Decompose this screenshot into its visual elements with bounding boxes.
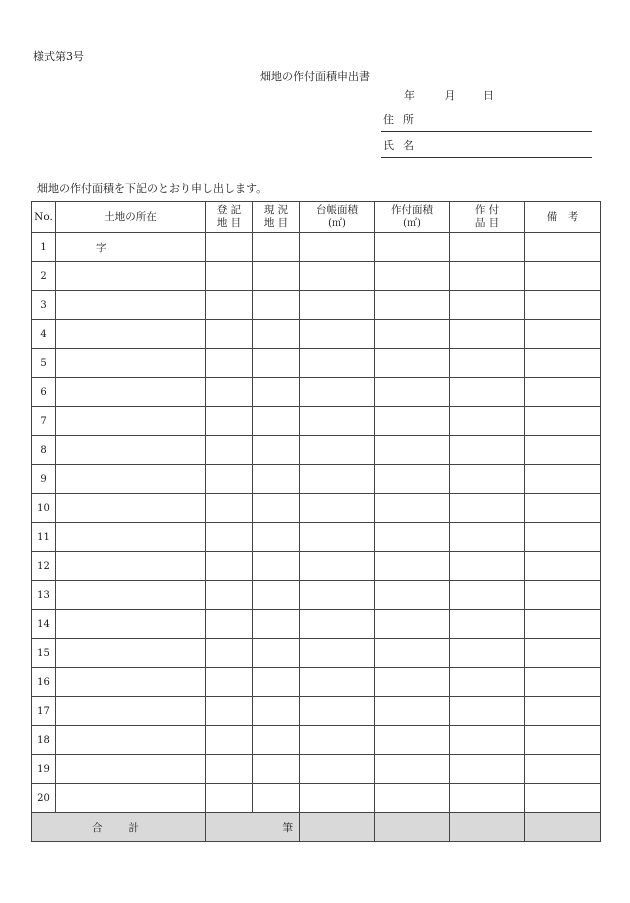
- row-number: 7: [32, 407, 56, 436]
- planted-area-cell[interactable]: [375, 668, 450, 697]
- ledger-area-cell[interactable]: [300, 610, 375, 639]
- total-planted-area-cell[interactable]: [375, 813, 450, 842]
- crop-cell[interactable]: [450, 262, 525, 291]
- name-label: 氏名: [383, 139, 423, 152]
- ledger-area-cell[interactable]: [300, 523, 375, 552]
- ledger-area-cell[interactable]: [300, 755, 375, 784]
- ledger-area-cell[interactable]: [300, 436, 375, 465]
- location-cell[interactable]: [56, 784, 206, 813]
- remarks-cell[interactable]: [525, 668, 601, 697]
- table-row: [32, 436, 601, 465]
- registered-cell[interactable]: [206, 320, 253, 349]
- registered-cell[interactable]: [206, 523, 253, 552]
- crop-cell[interactable]: [450, 407, 525, 436]
- crop-cell[interactable]: [450, 755, 525, 784]
- crop-cell[interactable]: [450, 523, 525, 552]
- table-row: [32, 784, 601, 813]
- row-number: 8: [32, 436, 56, 465]
- planted-area-cell[interactable]: [375, 755, 450, 784]
- planted-area-cell[interactable]: [375, 552, 450, 581]
- current-cell[interactable]: [253, 610, 300, 639]
- table-row: [32, 523, 601, 552]
- location-cell[interactable]: 字: [56, 233, 206, 262]
- address-line[interactable]: [381, 131, 592, 132]
- planted-area-cell[interactable]: [375, 291, 450, 320]
- table-row: [32, 291, 601, 320]
- registered-cell[interactable]: [206, 697, 253, 726]
- registered-cell[interactable]: [206, 291, 253, 320]
- current-cell[interactable]: [253, 755, 300, 784]
- table-row: [32, 407, 601, 436]
- table-row: [32, 552, 601, 581]
- date-month-label: 月: [444, 89, 456, 102]
- row-number: 19: [32, 755, 56, 784]
- location-cell[interactable]: [56, 581, 206, 610]
- header-crop: [450, 202, 525, 233]
- ledger-area-cell[interactable]: [300, 552, 375, 581]
- remarks-cell[interactable]: [525, 465, 601, 494]
- current-cell[interactable]: [253, 465, 300, 494]
- date-fields: [404, 87, 494, 103]
- current-cell[interactable]: [253, 262, 300, 291]
- ledger-area-cell[interactable]: [300, 291, 375, 320]
- current-cell[interactable]: [253, 581, 300, 610]
- table-row: [32, 639, 601, 668]
- registered-cell[interactable]: [206, 349, 253, 378]
- registered-cell[interactable]: [206, 552, 253, 581]
- address-label: 住所: [383, 113, 423, 126]
- current-cell[interactable]: [253, 552, 300, 581]
- row-number: 5: [32, 349, 56, 378]
- location-cell[interactable]: [56, 697, 206, 726]
- planted-area-cell[interactable]: [375, 494, 450, 523]
- crop-cell[interactable]: [450, 610, 525, 639]
- location-cell[interactable]: [56, 610, 206, 639]
- header-crop-line2: 品 目: [474, 217, 500, 229]
- planted-area-cell[interactable]: [375, 436, 450, 465]
- location-cell[interactable]: [56, 755, 206, 784]
- crop-cell[interactable]: [450, 320, 525, 349]
- remarks-cell[interactable]: [525, 349, 601, 378]
- total-count-cell[interactable]: [206, 813, 300, 842]
- row-number: 13: [32, 581, 56, 610]
- current-cell[interactable]: [253, 349, 300, 378]
- header-ledger-area: [300, 202, 375, 233]
- header-ledger-line1: 台帳面積: [316, 204, 358, 216]
- location-cell[interactable]: [56, 262, 206, 291]
- header-crop-line1: 作 付: [474, 204, 500, 216]
- remarks-cell[interactable]: [525, 784, 601, 813]
- current-cell[interactable]: [253, 523, 300, 552]
- table-row: [32, 233, 601, 262]
- planted-area-cell[interactable]: [375, 407, 450, 436]
- crop-cell[interactable]: [450, 465, 525, 494]
- row-number: 14: [32, 610, 56, 639]
- registered-cell[interactable]: [206, 755, 253, 784]
- row-number: 1: [32, 233, 56, 262]
- planted-area-cell[interactable]: [375, 784, 450, 813]
- remarks-cell[interactable]: [525, 262, 601, 291]
- total-label: 合計: [32, 813, 206, 842]
- registered-cell[interactable]: [206, 494, 253, 523]
- registered-cell[interactable]: [206, 581, 253, 610]
- planted-area-cell[interactable]: [375, 726, 450, 755]
- table-row: [32, 755, 601, 784]
- location-cell[interactable]: [56, 726, 206, 755]
- total-ledger-area-cell[interactable]: [300, 813, 375, 842]
- table-row: [32, 349, 601, 378]
- header-current-line1: 現 況: [263, 204, 289, 216]
- header-remarks: 備 考: [525, 202, 601, 233]
- crop-cell[interactable]: [450, 349, 525, 378]
- table-header-row: [32, 202, 601, 233]
- registered-cell[interactable]: [206, 610, 253, 639]
- remarks-cell[interactable]: [525, 755, 601, 784]
- current-cell[interactable]: [253, 436, 300, 465]
- remarks-cell[interactable]: [525, 494, 601, 523]
- table-row: [32, 494, 601, 523]
- planted-area-cell[interactable]: [375, 349, 450, 378]
- ledger-area-cell[interactable]: [300, 726, 375, 755]
- remarks-cell[interactable]: [525, 233, 601, 262]
- registered-cell[interactable]: [206, 407, 253, 436]
- remarks-cell[interactable]: [525, 639, 601, 668]
- planted-area-cell[interactable]: [375, 233, 450, 262]
- row-number: 20: [32, 784, 56, 813]
- crop-cell[interactable]: [450, 697, 525, 726]
- header-planted-area: [375, 202, 450, 233]
- current-cell[interactable]: [253, 668, 300, 697]
- current-cell[interactable]: [253, 784, 300, 813]
- location-cell[interactable]: [56, 494, 206, 523]
- planted-area-cell[interactable]: [375, 523, 450, 552]
- header-current-line2: 地 目: [263, 217, 289, 229]
- crop-cell[interactable]: [450, 639, 525, 668]
- remarks-cell[interactable]: [525, 436, 601, 465]
- remarks-cell[interactable]: [525, 581, 601, 610]
- registered-cell[interactable]: [206, 726, 253, 755]
- planted-area-cell[interactable]: [375, 697, 450, 726]
- total-crop-cell: [450, 813, 525, 842]
- location-cell[interactable]: [56, 291, 206, 320]
- ledger-area-cell[interactable]: [300, 378, 375, 407]
- ledger-area-cell[interactable]: [300, 639, 375, 668]
- row-number: 6: [32, 378, 56, 407]
- registered-cell[interactable]: [206, 378, 253, 407]
- crop-cell[interactable]: [450, 378, 525, 407]
- ledger-area-cell[interactable]: [300, 581, 375, 610]
- header-no: No.: [32, 202, 56, 233]
- header-registered-category: [206, 202, 253, 233]
- crop-cell[interactable]: [450, 784, 525, 813]
- table-row: [32, 320, 601, 349]
- current-cell[interactable]: [253, 233, 300, 262]
- registered-cell[interactable]: [206, 465, 253, 494]
- table-row: [32, 378, 601, 407]
- table-row: [32, 581, 601, 610]
- form-number: 様式第3号: [33, 50, 84, 63]
- row-number: 16: [32, 668, 56, 697]
- row-number: 4: [32, 320, 56, 349]
- current-cell[interactable]: [253, 697, 300, 726]
- current-cell[interactable]: [253, 291, 300, 320]
- planted-area-cell[interactable]: [375, 610, 450, 639]
- location-cell[interactable]: [56, 639, 206, 668]
- current-cell[interactable]: [253, 320, 300, 349]
- table-row: [32, 610, 601, 639]
- document-title: 畑地の作付面積申出書: [260, 70, 370, 83]
- planted-area-cell[interactable]: [375, 262, 450, 291]
- location-cell[interactable]: [56, 349, 206, 378]
- total-row: [32, 813, 601, 842]
- row-number: 3: [32, 291, 56, 320]
- ledger-area-cell[interactable]: [300, 494, 375, 523]
- header-registered-line2: 地 目: [216, 217, 242, 229]
- row-number: 12: [32, 552, 56, 581]
- location-cell[interactable]: [56, 407, 206, 436]
- ledger-area-cell[interactable]: [300, 320, 375, 349]
- crop-cell[interactable]: [450, 291, 525, 320]
- crop-cell[interactable]: [450, 552, 525, 581]
- registered-cell[interactable]: [206, 262, 253, 291]
- header-current-category: [253, 202, 300, 233]
- remarks-cell[interactable]: [525, 697, 601, 726]
- ledger-area-cell[interactable]: [300, 349, 375, 378]
- remarks-cell[interactable]: [525, 407, 601, 436]
- crop-area-table: [31, 201, 601, 842]
- current-cell[interactable]: [253, 726, 300, 755]
- row-number: 18: [32, 726, 56, 755]
- registered-cell[interactable]: [206, 668, 253, 697]
- row-number: 17: [32, 697, 56, 726]
- row-number: 2: [32, 262, 56, 291]
- crop-cell[interactable]: [450, 494, 525, 523]
- ledger-area-cell[interactable]: [300, 233, 375, 262]
- planted-area-cell[interactable]: [375, 320, 450, 349]
- planted-area-cell[interactable]: [375, 639, 450, 668]
- header-planted-line1: 作付面積: [391, 204, 433, 216]
- planted-area-cell[interactable]: [375, 378, 450, 407]
- crop-cell[interactable]: [450, 726, 525, 755]
- table-row: [32, 262, 601, 291]
- total-remarks-cell: [525, 813, 601, 842]
- registered-cell[interactable]: [206, 233, 253, 262]
- header-location: 土地の所在: [56, 202, 206, 233]
- ledger-area-cell[interactable]: [300, 465, 375, 494]
- location-cell[interactable]: [56, 552, 206, 581]
- location-cell[interactable]: [56, 668, 206, 697]
- current-cell[interactable]: [253, 494, 300, 523]
- table-row: [32, 668, 601, 697]
- planted-area-cell[interactable]: [375, 581, 450, 610]
- ledger-area-cell[interactable]: [300, 407, 375, 436]
- remarks-cell[interactable]: [525, 726, 601, 755]
- registered-cell[interactable]: [206, 436, 253, 465]
- date-day-label: 日: [483, 89, 494, 102]
- header-registered-line1: 登 記: [216, 204, 242, 216]
- registered-cell[interactable]: [206, 639, 253, 668]
- location-cell[interactable]: [56, 523, 206, 552]
- planted-area-cell[interactable]: [375, 465, 450, 494]
- ledger-area-cell[interactable]: [300, 668, 375, 697]
- location-cell[interactable]: [56, 465, 206, 494]
- location-cell[interactable]: [56, 378, 206, 407]
- current-cell[interactable]: [253, 639, 300, 668]
- remarks-cell[interactable]: [525, 291, 601, 320]
- crop-cell[interactable]: [450, 233, 525, 262]
- date-year-label: 年: [404, 89, 415, 102]
- location-cell[interactable]: [56, 320, 206, 349]
- count-unit: 筆: [282, 821, 293, 834]
- intro-text: 畑地の作付面積を下記のとおり申し出します。: [37, 182, 268, 195]
- remarks-cell[interactable]: [525, 320, 601, 349]
- crop-cell[interactable]: [450, 668, 525, 697]
- ledger-area-cell[interactable]: [300, 784, 375, 813]
- header-ledger-unit: (㎡): [328, 218, 346, 229]
- crop-cell[interactable]: [450, 581, 525, 610]
- registered-cell[interactable]: [206, 784, 253, 813]
- header-planted-unit: (㎡): [403, 218, 421, 229]
- remarks-cell[interactable]: [525, 523, 601, 552]
- table-row: [32, 726, 601, 755]
- location-cell[interactable]: [56, 436, 206, 465]
- row-number: 11: [32, 523, 56, 552]
- remarks-cell[interactable]: [525, 610, 601, 639]
- remarks-cell[interactable]: [525, 378, 601, 407]
- row-number: 10: [32, 494, 56, 523]
- ledger-area-cell[interactable]: [300, 262, 375, 291]
- table-row: [32, 465, 601, 494]
- ledger-area-cell[interactable]: [300, 697, 375, 726]
- remarks-cell[interactable]: [525, 552, 601, 581]
- crop-cell[interactable]: [450, 436, 525, 465]
- row-number: 9: [32, 465, 56, 494]
- table-row: [32, 697, 601, 726]
- current-cell[interactable]: [253, 407, 300, 436]
- name-line[interactable]: [381, 157, 592, 158]
- row-number: 15: [32, 639, 56, 668]
- current-cell[interactable]: [253, 378, 300, 407]
